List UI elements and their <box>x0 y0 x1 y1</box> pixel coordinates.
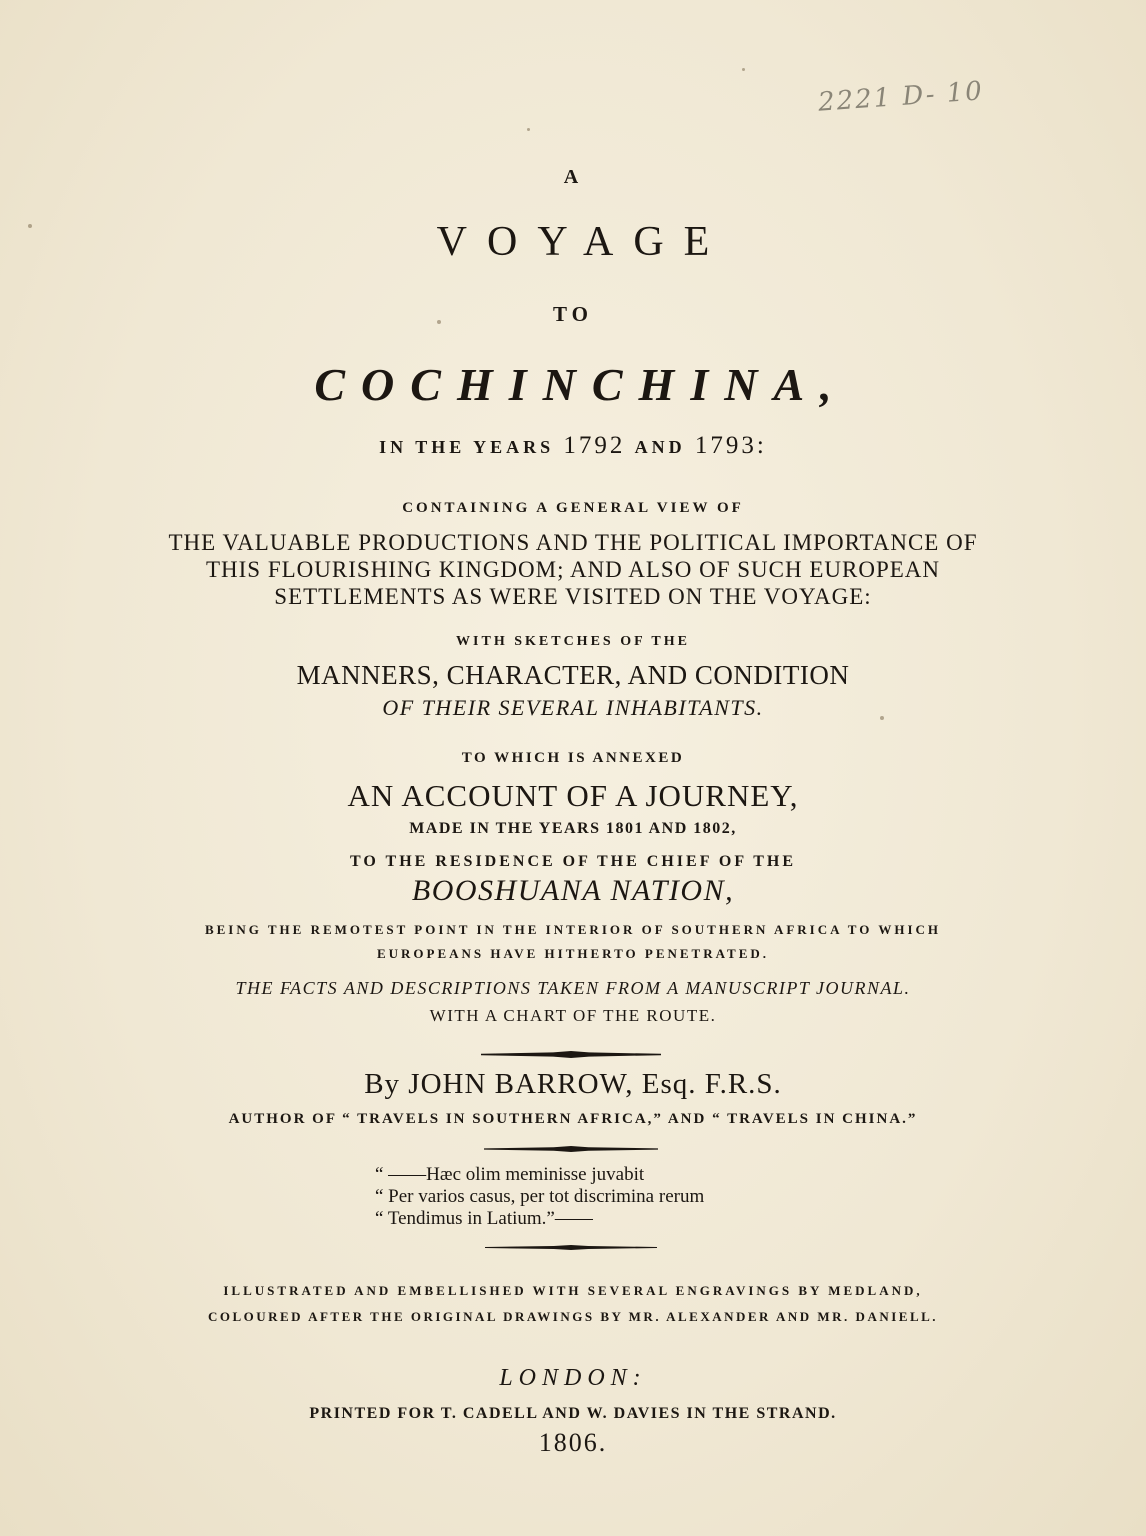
title-to: TO <box>553 302 593 326</box>
year-1793: 1793: <box>694 432 767 459</box>
years-prefix: IN THE YEARS <box>379 437 555 457</box>
chart-route-line: WITH A CHART OF THE ROUTE. <box>429 1006 717 1025</box>
illustrated-line-2: COLOURED AFTER THE ORIGINAL DRAWINGS BY MR. ALEXANDER AND MR. DANIELL. <box>207 1309 939 1324</box>
quote-line-3: “ Tendimus in Latium.”—— <box>375 1208 593 1229</box>
divider-rule <box>485 1245 657 1250</box>
productions-line-3: SETTLEMENTS AS WERE VISITED ON THE VOYAGE: <box>274 584 872 609</box>
paper-speck <box>527 128 530 131</box>
illustrated-line-1: ILLUSTRATED AND EMBELLISHED WITH SEVERAL ENGRAVINGS BY MEDLAND, <box>223 1283 923 1298</box>
years-and: AND <box>634 437 686 457</box>
productions-line-2: THIS FLOURISHING KINGDOM; AND ALSO OF SUCH EUROPEAN <box>205 557 941 582</box>
quote-line-2: “ Per varios casus, per tot discrimina rerum <box>375 1186 705 1207</box>
year-1792: 1792 <box>563 432 626 459</box>
quote-line-1: “ ——Hæc olim meminisse juvabit <box>375 1164 645 1185</box>
catalog-mark: 2221 D- 10 <box>817 76 985 118</box>
inhabitants-line: OF THEIR SEVERAL INHABITANTS. <box>382 695 764 720</box>
imprint-year: 1806. <box>538 1428 608 1457</box>
imprint-printer: PRINTED FOR T. CADELL AND W. DAVIES IN THE STRAND. <box>309 1405 837 1422</box>
productions-line-1: THE VALUABLE PRODUCTIONS AND THE POLITICAL IMPORTANCE OF <box>168 530 978 555</box>
containing-line: CONTAINING A GENERAL VIEW OF <box>402 500 744 516</box>
nation-line: BOOSHUANA NATION, <box>411 874 735 907</box>
title-cochinchina: COCHINCHINA, <box>314 359 848 410</box>
title-voyage: VOYAGE <box>436 219 730 265</box>
paper-speck <box>437 320 441 324</box>
title-article: A <box>563 166 583 188</box>
divider-rule <box>481 1051 661 1058</box>
divider-rule <box>484 1146 658 1152</box>
paper-speck <box>28 224 32 228</box>
residence-line: TO THE RESIDENCE OF THE CHIEF OF THE <box>349 853 796 870</box>
paper-speck <box>880 716 884 720</box>
remotest-line-2: EUROPEANS HAVE HITHERTO PENETRATED. <box>376 946 770 961</box>
author-works-line: AUTHOR OF “ TRAVELS IN SOUTHERN AFRICA,” AND “ TRAVELS IN CHINA.” <box>228 1111 918 1127</box>
imprint-city: LONDON: <box>499 1365 647 1391</box>
paper-speck <box>742 68 745 71</box>
annexed-line: TO WHICH IS ANNEXED <box>461 750 685 766</box>
made-years-line: MADE IN THE YEARS 1801 AND 1802, <box>409 820 737 837</box>
facts-line: THE FACTS AND DESCRIPTIONS TAKEN FROM A MANUSCRIPT JOURNAL. <box>235 978 911 998</box>
years-line <box>0 432 1146 460</box>
account-line: AN ACCOUNT OF A JOURNEY, <box>347 778 799 813</box>
manners-line: MANNERS, CHARACTER, AND CONDITION <box>296 660 850 690</box>
author-line: By JOHN BARROW, Esq. F.R.S. <box>364 1068 782 1100</box>
remotest-line-1: BEING THE REMOTEST POINT IN THE INTERIOR OF SOUTHERN AFRICA TO WHICH <box>204 922 942 937</box>
sketches-line: WITH SKETCHES OF THE <box>456 634 690 649</box>
